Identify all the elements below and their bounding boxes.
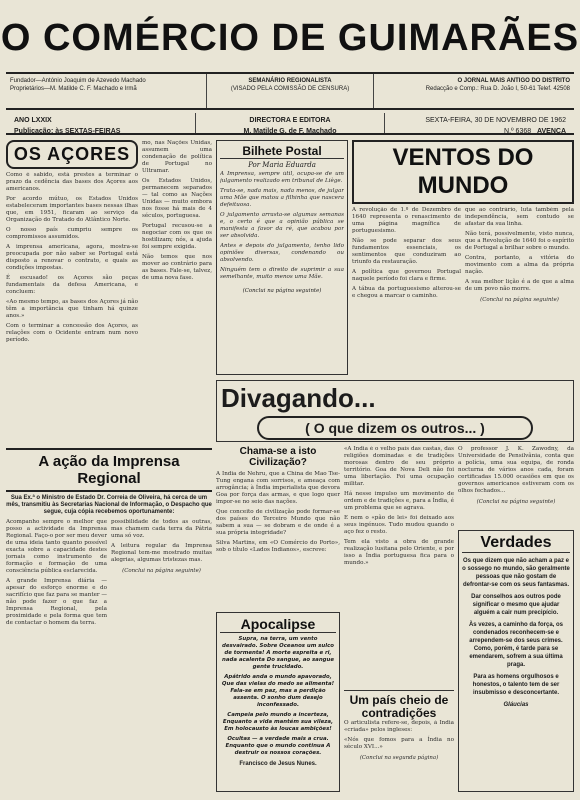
paragraph: Ninguém tem o direito de suprimir a sua semelhante, muito menos uma Mãe.	[220, 267, 344, 280]
paragraph: Portugal recusou-se a negociar com os que os hostilizam; nós, a ajuda foi sempre exigida.	[142, 223, 212, 250]
article-acores-body	[6, 172, 138, 347]
ventos-columns	[352, 207, 574, 304]
issue-date	[385, 113, 574, 133]
paragraph: Acompanho sempre o melhor que posso a actividade da Imprensa Regional. Faço-o por ser meu dever de uma ideia tanto quanto possível exacta sobre a capacidade destes jornais como instrumento de formação e formação de uma consciência pública esclarecida.	[6, 519, 107, 574]
paragraph: «Ao mesmo tempo, as bases dos Açores já não têm a importância que tinham há quinze anos.»	[6, 299, 138, 319]
article-ventos-do-mundo	[352, 140, 574, 375]
bilhete-body	[220, 171, 344, 284]
issue-strip	[6, 113, 574, 135]
paragraph: Não temos que nos mover ao contrário para as bases. Fale-se, talvez, de uma nova fase.	[142, 254, 212, 281]
ventos-col-2	[465, 207, 574, 304]
issue-date-text: SEXTA-FEIRA, 30 DE NOVEMBRO DE 1962	[425, 117, 567, 124]
imprensa-col-2	[111, 519, 212, 630]
issue-year: ANO LXXIX	[14, 117, 52, 124]
paragraph: A revolução de 1.º de Dezembro de 1640 representa o renascimento de uma página magnífica de portuguesismo.	[352, 207, 461, 234]
poem-stanza: Apátrido anda o mundo apavorado, Que das vielas do medo se alimenta! Fala-se em paz, mas a perdição assenta. O sonho dum desejo inconfessado.	[221, 674, 335, 708]
article-imprensa-regional	[6, 448, 212, 788]
paragraph: Trata-se, nada mais, nada menos, de julgar uma Mãe que matou a filhinha que nascera defeituosa.	[220, 188, 344, 208]
divagando-subtitle: ( O que dizem os outros... )	[257, 416, 533, 440]
civilizacao-title: Chama-se a isto Civilização?	[239, 446, 317, 468]
issue-year-pub	[6, 113, 195, 133]
article-acores-continued	[142, 140, 212, 440]
article-acores	[6, 140, 138, 440]
continued-note: (Conclui na página seguinte)	[476, 499, 556, 505]
founder-line: Fundador—António Joaquim de Azevedo Machado	[10, 78, 146, 84]
info-bar	[6, 72, 574, 110]
verdades-title: Verdades	[462, 534, 570, 553]
divagando-banner	[216, 380, 574, 442]
continued-note: (Conclui na página seguinte)	[122, 568, 201, 574]
imprensa-columns	[6, 519, 212, 630]
info-address	[374, 74, 574, 108]
verdade-item: Os que dizem que não acham a paz e o sossego no mundo, são geralmente pessoas que não gostam de defrontar-se com os seus fantasmas.	[462, 558, 570, 588]
bilhete-byline: Por Maria Eduarda	[248, 161, 316, 169]
article-bilhete-postal	[216, 140, 348, 375]
paragraph: Tem ela visto a obra de grande realização lusitana pelo Oriente, e por isso a Índia portuguesa fica para o mundo.»	[344, 539, 454, 566]
paragraph: A Imprensa, sempre útil, ocupa-se de um julgamento realizado em tribunal de Liège.	[220, 171, 344, 184]
verdades-items	[462, 557, 570, 709]
paragraph: A grande Imprensa diária — apesar do esforço enorme e do sacrifício que faz para se manter — não pode fazer o que faz a Imprensa Regional, pela proximidade e pela forma que tem de contactar o homem da terra.	[6, 578, 107, 626]
article-pais-contradicoes	[344, 690, 454, 790]
imprensa-title: A ação da Imprensa Regional	[6, 448, 212, 492]
verdades-author: Gláucias	[503, 702, 529, 708]
verdade-item: Dar conselhos aos outros pode significar o mesmo que ajudar alguém a cair num precipício.	[471, 594, 561, 616]
paragraph: Que conceito de civilização pode formar-se dos países do Terceiro Mundo que não sabem a sua — se dobram e de onde é a sua própria integridade?	[216, 509, 340, 536]
article-civilizacao	[216, 446, 340, 606]
pais-title: Um país cheio de contradições	[344, 690, 454, 720]
fee-label: AVENÇA	[536, 128, 567, 135]
imprensa-subheading: Sua Ex.ª o Ministro de Estado Dr. Correia de Oliveira, há cerca de um mês, transmitiu às Secretarias Nacional de Informação, o Despacho que segue, cuja cópia recebemos oportunamente:	[6, 495, 212, 515]
article-lados-indianos	[344, 446, 454, 696]
censorship-label: (VISADO PELA COMISSÃO DE CENSURA)	[230, 86, 350, 92]
masthead-title: O COMÉRCIO DE GUIMARÃES	[0, 16, 580, 59]
oldest-paper-label: O JORNAL MAIS ANTIGO DO DISTRITO	[457, 78, 571, 84]
paragraph: Não se pode separar dos seus fundamentos essenciais, os sentimentos que conduziram ao triunfo da restauração.	[352, 238, 461, 265]
paragraph: É escusado! os Açores são peças fundamentais da defesa Americana, e concluem:	[6, 275, 138, 295]
verdade-item: Às vezes, a caminho da força, os condenados reconhecem-se e arrependem-se dos seus crimes. Como, porém, é tarde para se emendarem, sofrem a sua última praga.	[468, 622, 564, 668]
paragraph: Com o terminar a concessão dos Açores, as relações com o Ocidente entram num novo período.	[6, 323, 138, 343]
director-label: DIRECTORA E EDITORA	[249, 117, 331, 124]
civilizacao-body	[216, 471, 340, 557]
pais-body	[344, 720, 454, 762]
publication-day: Publicação: às SEXTAS-FEIRAS	[14, 128, 121, 135]
paragraph: possibilidade de todos as outras, mas chamem cada terra da Pátria uma só voz.	[111, 519, 212, 539]
paragraph: Como é sabido, está prestes a terminar o prazo da cedência das bases dos Açores aos americanos.	[6, 172, 138, 192]
paragraph: A Índia de Nehru, que a China de Mao Tse-Tung engana com sorrisos, e ameaça com arrogância; à Índia imperialista que devora Goa por força das armas, e que logo quer impor-se no seio das nações.	[216, 471, 340, 505]
info-regional	[206, 74, 373, 108]
issue-number: N.º 6368	[504, 128, 532, 135]
paragraph: E nem o «pão de lei» foi deixado aos seus ingénuos. Tudo mudou quando o aço fez o resto.	[344, 515, 454, 535]
info-founders	[6, 74, 206, 108]
article-zawodny	[458, 446, 574, 526]
paragraph: O articulista refere-se, depois, à Índia «criada» pelos ingleses:	[344, 720, 454, 733]
paragraph: Não terá, possivelmente, visto nunca, que a Revolução de 1640 foi o espírito de Portugal a brilhar sobre o mundo.	[465, 231, 574, 251]
bilhete-title: Bilhete Postal	[220, 144, 344, 159]
column-verdades	[458, 530, 574, 792]
paragraph: que ao contrário, luta também pela independência, sem contudo se afastar da sua linha.	[465, 207, 574, 227]
paragraph: O nosso país cumpriu sempre os compromissos assumidos.	[6, 227, 138, 240]
continued-note: (Conclui na página seguinte)	[242, 288, 322, 294]
paragraph: Há nesse impulso um movimento de ordem e de tradições e, para a Índia, é um problema que se agrava.	[344, 491, 454, 511]
verdade-item: Para as homens orgulhosos e honestos, o talento tem de ser insubmisso e desconcertante.	[472, 674, 560, 696]
poem-stanza: Ocultas — a verdade mais a crua. Enquanto que o mundo continua A destruir os nossos corações.	[225, 736, 331, 756]
poem-stanza: Campeia pelo mundo a incerteza, Enquanto a vida mantém sua vileza, Em holocausto às loucas ambições!	[222, 712, 334, 732]
issue-director	[195, 113, 386, 133]
paragraph: «Nós que fomos para a Índia no século XVI...»	[344, 737, 454, 750]
poem-stanza: Supra, na terra, um vento desvairado. Sobre Oceanos um sulco de tormenta! A morte espreita e ri, nada acalenta Do sangue, ao sangue gente trucidado.	[221, 636, 335, 670]
divagando-title: Divagando...	[221, 383, 376, 413]
paragraph: Antes e depois do julgamento, tenho lido opiniões diversas, condenando ou absolvendo.	[220, 243, 344, 263]
paragraph: A leitura regular da Imprensa Regional tem-me mostrado muitas alegrias, algumas tristezas mas.	[111, 543, 212, 563]
paragraph: O julgamento arrasta-se algumas semanas e, o certo é que a opinião pública se manifesta a favor da ré, que acabou por ser absolvida.	[220, 212, 344, 239]
owners-line: Proprietários—M. Matilde C. F. Machado e Irmã	[10, 86, 137, 92]
paragraph: Os Estados Unidos, permanecem separados — tal como as Nações Unidas — muito embora nos fosse há mais de 4 séculos, portuguesa.	[142, 178, 212, 219]
continued-note: (Conclui na segunda página)	[359, 755, 439, 761]
address-line: Redacção e Comp.: Rua D. João I, 50-61 Telef. 42508	[425, 86, 571, 92]
paragraph: mo, nas Nações Unidas, assumem uma condenação de política de Portugal no Ultramar.	[142, 140, 212, 174]
imprensa-col-1	[6, 519, 107, 630]
paragraph: Contra, portanto, a vitória do movimento com a alma da própria nação.	[465, 255, 574, 275]
poem-author: Francisco de Jesus Nunes.	[239, 761, 317, 767]
article-acores-title: OS AÇORES	[6, 140, 138, 169]
director-name: M. Matilde G. de F. Machado	[243, 128, 337, 135]
paragraph: A imprensa americana, agora, mostra-se preocupada por não saber se Portugal está disposto a renovar o contrato, e quais as condições impostas.	[6, 244, 138, 271]
poem-apocalipse	[216, 612, 340, 792]
weekly-label: SEMANÁRIO REGIONALISTA	[248, 78, 332, 84]
paragraph: Por acordo mútuo, os Estados Unidos estabeleceram importantes bases nessas ilhas que, em 1951, ficaram ao serviço da Organização do Tratado do Atlântico Norte.	[6, 196, 138, 223]
paragraph: Silva Martins, em «O Comércio do Porto», sob o título «Lados Indianos», escreve:	[216, 540, 340, 553]
paragraph: O professor J. K. Zawodny, da Universidade de Pensilvânia, conta que a polícia, uma sua equipa, de ronda nocturna de vários anos cada, foram certificadas 15.000 ocasiões em que os governos americanos estiveram com os olhos fechados...	[458, 446, 574, 494]
paragraph: A política que governou Portugal naquele período foi clara e firme.	[352, 269, 461, 282]
continued-note: (Conclui na página seguinte)	[480, 297, 559, 303]
ventos-title: VENTOS DO MUNDO	[352, 140, 574, 204]
paragraph: A sua melhor lição é a de que a alma de um povo não morre.	[465, 279, 574, 292]
paragraph: A tábua da portuguesismo alterou-se e chegou a marcar o caminho.	[352, 286, 461, 299]
apocalipse-title: Apocalipse	[220, 616, 336, 633]
ventos-col-1	[352, 207, 461, 304]
paragraph: «A Índia é o velho país das castas, das religiões dominadas e de tradições morosas dentro de seu próprio território. Goa de Nova Deli não foi uma libertação. Foi uma ocupação militar.	[344, 446, 454, 487]
